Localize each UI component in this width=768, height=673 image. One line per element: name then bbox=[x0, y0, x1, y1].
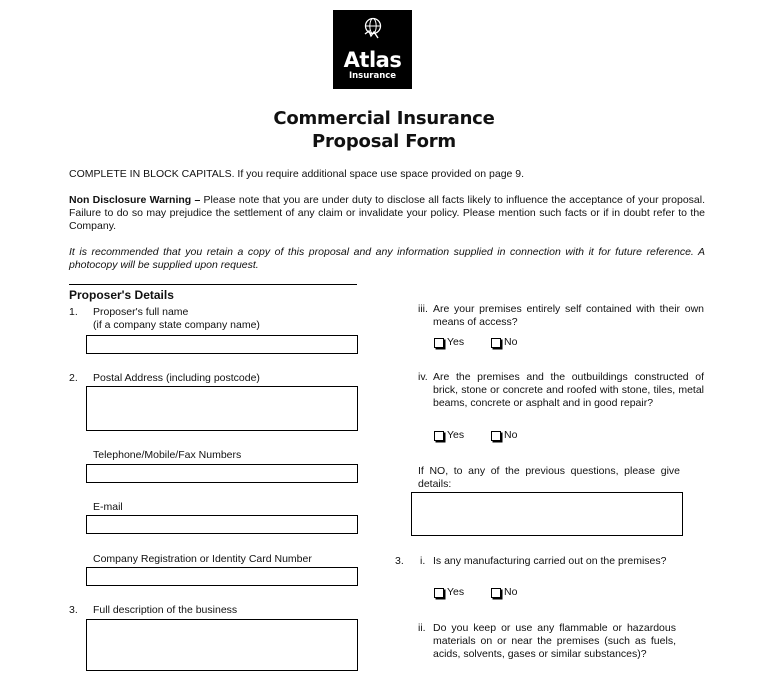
q3-i-yes-checkbox[interactable] bbox=[434, 588, 444, 598]
q-iv-yes-checkbox[interactable] bbox=[434, 431, 444, 441]
q-iii-text: Are your premises entirely self contained with their own means of access? bbox=[433, 303, 704, 328]
q3-label: Full description of the business bbox=[93, 604, 238, 616]
q3-i-no-checkbox[interactable] bbox=[491, 588, 501, 598]
logo-subtitle: Insurance bbox=[348, 71, 397, 81]
q3-i-text: Is any manufacturing carried out on the premises? bbox=[433, 555, 667, 567]
right-q3-number: 3. bbox=[395, 555, 404, 567]
q3-i-yes-option[interactable] bbox=[434, 586, 464, 599]
q3-number: 3. bbox=[69, 604, 78, 616]
q-iv-number: iv. bbox=[418, 371, 428, 383]
details-field[interactable] bbox=[411, 492, 683, 536]
q3-i-number: i. bbox=[420, 555, 426, 567]
q-iv-text: Are the premises and the outbuildings constructed of brick, stone or concrete and roofed with stone, tiles, metal beams, concrete or asphalt and in good repair? bbox=[433, 371, 704, 409]
q2-number: 2. bbox=[69, 372, 78, 384]
q-iv-no-checkbox[interactable] bbox=[491, 431, 501, 441]
q3-i-yes-label: Yes bbox=[447, 586, 465, 598]
q3-i-no-label: No bbox=[504, 586, 518, 598]
atlas-globe-icon bbox=[362, 16, 384, 40]
atlas-logo bbox=[333, 10, 412, 89]
copy-recommendation: It is recommended that you retain a copy of this proposal and any information supplied in connection with it for future reference. A photocopy will be supplied upon request. bbox=[69, 246, 705, 271]
q2-label: Postal Address (including postcode) bbox=[93, 372, 260, 384]
q1-label: Proposer's full name bbox=[93, 306, 189, 318]
q-iv-no-label: No bbox=[504, 429, 518, 441]
if-no-instruction: If NO, to any of the previous questions, please give details: bbox=[418, 465, 680, 490]
q3-ii-number: ii. bbox=[418, 622, 426, 634]
q-iii-yes-option[interactable] bbox=[434, 336, 464, 349]
q-iv-yes-option[interactable] bbox=[434, 429, 464, 442]
form-title-line2: Proposal Form bbox=[312, 131, 456, 152]
email-field[interactable] bbox=[86, 515, 358, 534]
postal-address-field[interactable] bbox=[86, 386, 358, 431]
full-name-field[interactable] bbox=[86, 335, 358, 354]
q-iv-no-option[interactable] bbox=[491, 429, 517, 442]
q3-i-no-option[interactable] bbox=[491, 586, 517, 599]
q-iii-no-label: No bbox=[504, 336, 518, 348]
registration-field[interactable] bbox=[86, 567, 358, 586]
q1-number: 1. bbox=[69, 306, 78, 318]
section-divider bbox=[69, 284, 357, 285]
business-description-field[interactable] bbox=[86, 619, 358, 671]
q-iii-no-option[interactable] bbox=[491, 336, 517, 349]
registration-label: Company Registration or Identity Card Number bbox=[93, 553, 312, 565]
q-iii-no-checkbox[interactable] bbox=[491, 338, 501, 348]
warning-label: Non Disclosure Warning – bbox=[69, 194, 201, 206]
warning-text: Please note that you are under duty to disclose all facts likely to influence the acceptance of your proposal. Failure to do so may prejudice the settlement of any claim or invalidate your policy. Please mention such facts or if in doubt refer to the Company. bbox=[69, 194, 706, 232]
q-iv-yes-label: Yes bbox=[447, 429, 465, 441]
q-iii-yes-label: Yes bbox=[447, 336, 465, 348]
q3-ii-text: Do you keep or use any flammable or hazardous materials on or near the premises (such as fuels, acids, solvents, gases or similar substances)? bbox=[433, 622, 676, 660]
q-iii-number: iii. bbox=[418, 303, 428, 315]
q1-sublabel: (if a company state company name) bbox=[93, 319, 260, 331]
q-iii-yes-checkbox[interactable] bbox=[434, 338, 444, 348]
email-label: E-mail bbox=[93, 501, 123, 513]
non-disclosure-warning bbox=[69, 194, 705, 233]
phone-label: Telephone/Mobile/Fax Numbers bbox=[93, 449, 242, 461]
block-capitals-note: COMPLETE IN BLOCK CAPITALS. If you require additional space use space provided on page 9. bbox=[69, 168, 525, 180]
logo-brand: Atlas bbox=[343, 48, 402, 72]
phone-field[interactable] bbox=[86, 464, 358, 483]
section-title: Proposer's Details bbox=[69, 288, 174, 302]
form-title-line1: Commercial Insurance bbox=[273, 108, 495, 129]
